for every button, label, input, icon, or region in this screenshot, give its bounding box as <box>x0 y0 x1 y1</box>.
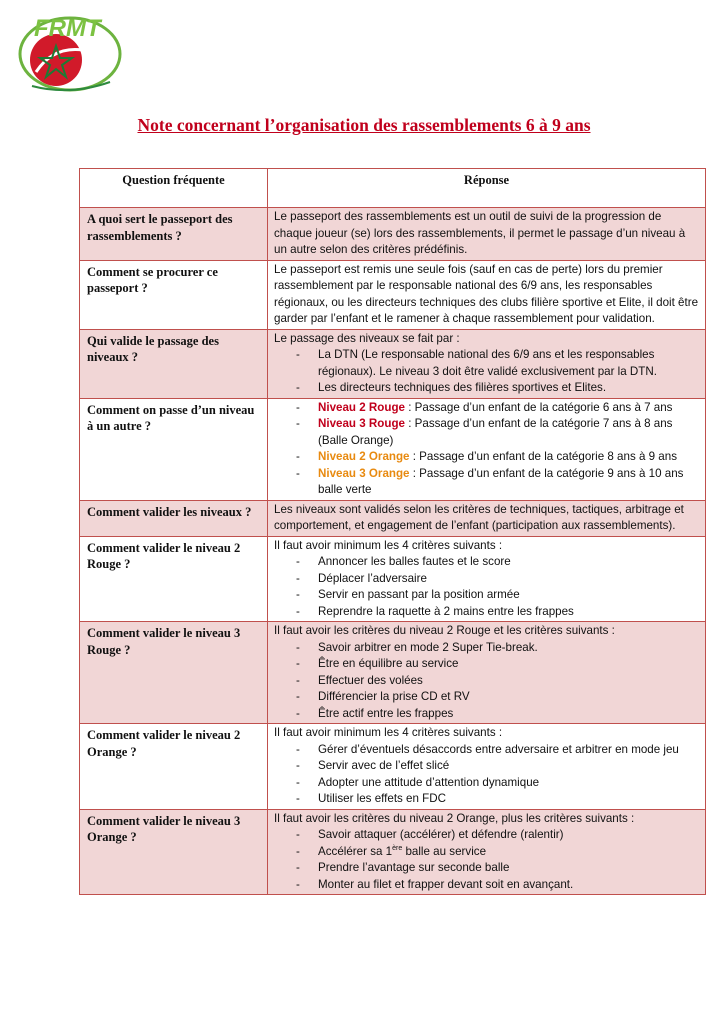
list-item <box>274 706 701 723</box>
dash-bullet: - <box>296 742 300 756</box>
table-row <box>80 536 706 622</box>
list-item <box>274 844 701 861</box>
dash-bullet: - <box>296 792 300 805</box>
list-item-text: Gérer d’éventuels désaccords entre adversaire et arbitrer en mode jeu <box>318 742 679 756</box>
dash-bullet: - <box>296 450 300 463</box>
answer-cell <box>268 329 706 398</box>
list-item <box>274 587 701 604</box>
answer-cell <box>268 208 706 261</box>
answer-cell <box>268 260 706 329</box>
list-item-text: Savoir arbitrer en mode 2 Super Tie-break. <box>318 640 538 654</box>
question-cell: Comment valider le niveau 2 Orange ? <box>80 724 268 810</box>
column-header-answer: Réponse <box>268 169 706 208</box>
list-item <box>274 827 701 844</box>
dash-bullet: - <box>296 759 300 772</box>
dash-bullet: - <box>296 706 300 720</box>
dash-bullet: - <box>296 844 300 858</box>
dash-bullet: - <box>296 861 300 874</box>
list-item-text: Servir en passant par la position armée <box>318 588 520 601</box>
list-item <box>274 400 701 417</box>
list-item <box>274 571 701 588</box>
level-label: Niveau 3 Orange <box>318 466 410 480</box>
dash-bullet: - <box>296 571 300 585</box>
list-item <box>274 742 701 759</box>
table-row <box>80 500 706 536</box>
list-item-text: Savoir attaquer (accélérer) et défendre (ralentir) <box>318 828 564 841</box>
answer-intro: Il faut avoir les critères du niveau 2 Rouge et les critères suivants : <box>274 624 615 637</box>
answer-intro: Il faut avoir minimum les 4 critères suivants : <box>274 726 503 739</box>
question-cell: Comment valider les niveaux ? <box>80 500 268 536</box>
column-header-question: Question fréquente <box>80 169 268 208</box>
list-item-text: Accélérer sa 1 <box>318 844 393 858</box>
list-item-text: Les directeurs techniques des filières sportives et Elites. <box>318 381 607 394</box>
superscript: ère <box>392 844 403 852</box>
answer-cell <box>268 398 706 500</box>
list-item-text: Prendre l’avantage sur seconde balle <box>318 861 510 874</box>
answer-text: Le passeport est remis une seule fois (sauf en cas de perte) lors du premier rassemblement par le responsable national des 6/9 ans, les responsables régionaux, ou les directeurs techniques des clubs filière sportive et Elite, il doit être garder par l’enfant et le ramener à chaque rassemblement pour validation. <box>274 262 699 325</box>
list-item <box>274 449 701 466</box>
answer-text: Le passeport des rassemblements est un outil de suivi de la progression de chaque joueur (se) lors des rassemblements, il permet le passage d’un niveau à un autre selon des critères prédéfinis. <box>274 210 686 256</box>
level-label: Niveau 3 Rouge <box>318 417 405 430</box>
dash-bullet: - <box>296 348 300 361</box>
list-item-text: : Passage d’un enfant de la catégorie 7 ans à 8 ans (Balle Orange) <box>318 417 673 447</box>
table-row <box>80 724 706 810</box>
answer-list <box>274 554 701 620</box>
svg-text:FRMT: FRMT <box>34 15 101 42</box>
list-item-text: Différencier la prise CD et RV <box>318 690 470 703</box>
level-label: Niveau 2 Rouge <box>318 400 405 414</box>
list-item <box>274 791 701 808</box>
table-row <box>80 329 706 398</box>
dash-bullet: - <box>296 588 300 601</box>
answer-text: Les niveaux sont validés selon les critères de techniques, tactiques, arbitrage et comportement, et engagement de l’enfant (participation aux rassemblements). <box>274 502 684 532</box>
answer-list <box>274 742 701 808</box>
list-item <box>274 604 701 621</box>
dash-bullet: - <box>296 640 300 654</box>
faq-table <box>79 168 706 895</box>
dash-bullet: - <box>296 400 300 414</box>
answer-intro: Il faut avoir les critères du niveau 2 Orange, plus les critères suivants : <box>274 811 635 825</box>
dash-bullet: - <box>296 690 300 703</box>
answer-intro: Le passage des niveaux se fait par : <box>274 331 460 345</box>
table-row <box>80 260 706 329</box>
dash-bullet: - <box>296 775 300 789</box>
list-item <box>274 860 701 877</box>
frmt-logo <box>14 12 126 96</box>
list-item <box>274 466 701 499</box>
list-item <box>274 347 701 380</box>
list-item <box>274 877 701 894</box>
dash-bullet: - <box>296 417 300 430</box>
table-row <box>80 398 706 500</box>
question-cell: Comment se procurer ce passeport ? <box>80 260 268 329</box>
list-item-text: Monter au filet et frapper devant soit en avançant. <box>318 877 574 891</box>
answer-list <box>274 640 701 723</box>
question-cell: Comment valider le niveau 3 Orange ? <box>80 809 268 895</box>
table-row <box>80 622 706 724</box>
list-item <box>274 656 701 673</box>
answer-list <box>274 400 701 499</box>
dash-bullet: - <box>296 877 300 891</box>
answer-list <box>274 347 701 397</box>
list-item-text: Annoncer les balles fautes et le score <box>318 555 511 568</box>
answer-intro: Il faut avoir minimum les 4 critères suivants : <box>274 538 503 552</box>
table-row <box>80 809 706 895</box>
level-label: Niveau 2 Orange <box>318 450 410 463</box>
list-item-text: La DTN (Le responsable national des 6/9 ans et les responsables régionaux). Le niveau 3 doit être validé exclusivement par la DTN. <box>318 348 657 378</box>
list-item-text: Utiliser les effets en FDC <box>318 792 447 805</box>
question-cell: Comment on passe d’un niveau à un autre ? <box>80 398 268 500</box>
table-row <box>80 208 706 261</box>
answer-cell <box>268 500 706 536</box>
list-item <box>274 416 701 449</box>
dash-bullet: - <box>296 657 300 670</box>
list-item-text: : Passage d’un enfant de la catégorie 9 ans à 10 ans balle verte <box>318 466 684 496</box>
list-item-text: Être en équilibre au service <box>318 657 459 670</box>
dash-bullet: - <box>296 555 300 568</box>
list-item <box>274 673 701 690</box>
dash-bullet: - <box>296 828 300 841</box>
list-item-text: : Passage d’un enfant de la catégorie 8 ans à 9 ans <box>409 450 677 463</box>
list-item <box>274 758 701 775</box>
dash-bullet: - <box>296 381 300 394</box>
question-cell: Qui valide le passage des niveaux ? <box>80 329 268 398</box>
dash-bullet: - <box>296 673 300 687</box>
list-item-text: : Passage d’un enfant de la catégorie 6 ans à 7 ans <box>404 400 673 414</box>
list-item-text: Effectuer des volées <box>318 673 423 687</box>
question-cell: Comment valider le niveau 3 Rouge ? <box>80 622 268 724</box>
list-item-text: balle au service <box>402 844 487 858</box>
answer-cell <box>268 622 706 724</box>
page-title: Note concernant l’organisation des rassemblements 6 à 9 ans <box>137 115 591 135</box>
list-item <box>274 554 701 571</box>
list-item-text: Adopter une attitude d’attention dynamique <box>318 775 540 789</box>
list-item-text: Déplacer l’adversaire <box>318 571 427 585</box>
list-item <box>274 640 701 657</box>
answer-cell <box>268 809 706 895</box>
list-item-text: Servir avec de l’effet slicé <box>318 759 450 772</box>
list-item <box>274 775 701 792</box>
dash-bullet: - <box>296 466 300 480</box>
question-cell: Comment valider le niveau 2 Rouge ? <box>80 536 268 622</box>
answer-cell <box>268 536 706 622</box>
answer-list <box>274 827 701 893</box>
list-item <box>274 689 701 706</box>
list-item-text: Reprendre la raquette à 2 mains entre les frappes <box>318 604 574 618</box>
question-cell: A quoi sert le passeport des rassemblements ? <box>80 208 268 261</box>
list-item <box>274 380 701 397</box>
list-item-text: Être actif entre les frappes <box>318 706 454 720</box>
dash-bullet: - <box>296 604 300 618</box>
answer-cell <box>268 724 706 810</box>
